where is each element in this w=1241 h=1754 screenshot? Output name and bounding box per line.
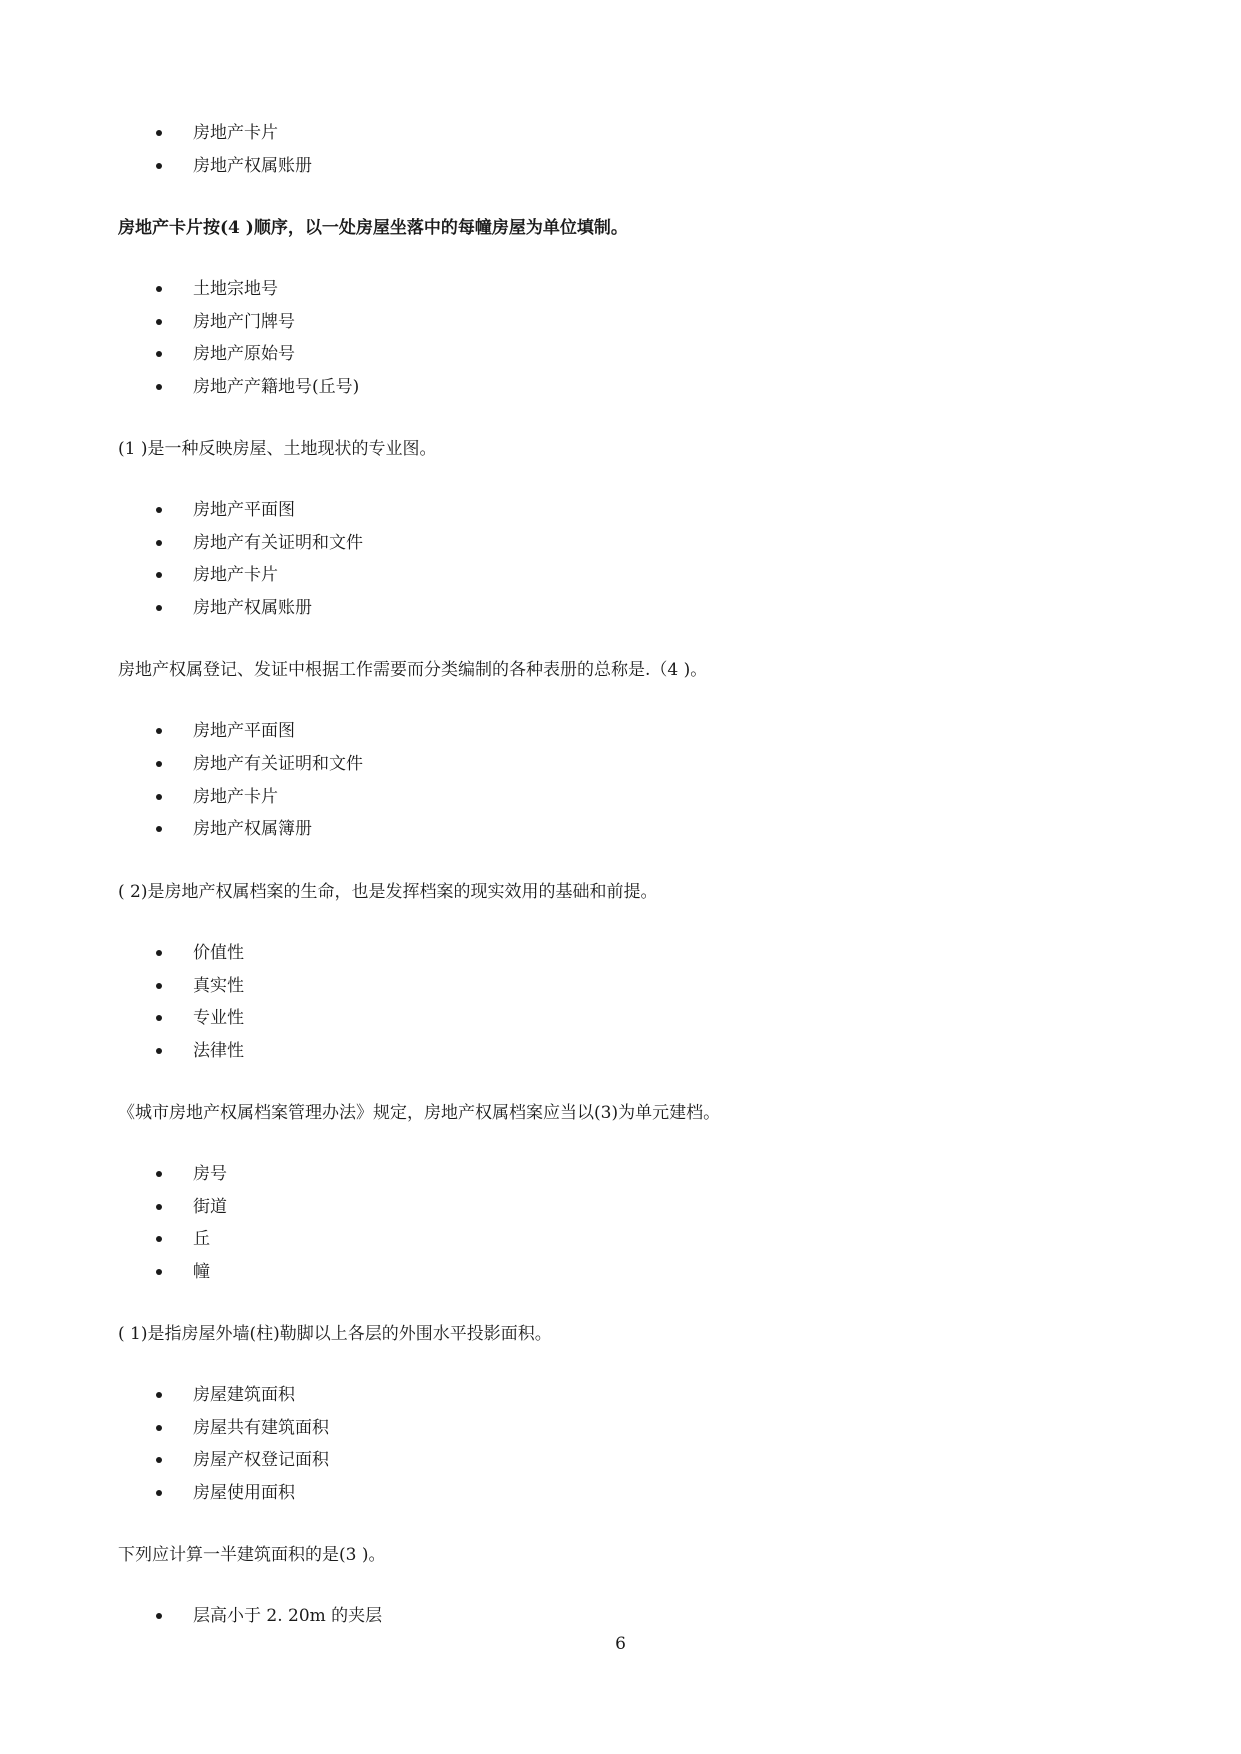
bullet-icon bbox=[156, 983, 162, 989]
option-2-3: 房地产权属账册 bbox=[193, 598, 312, 618]
option-1-0: 土地宗地号 bbox=[193, 279, 278, 299]
option-3-3: 房地产权属簿册 bbox=[193, 819, 312, 839]
bullet-icon bbox=[156, 163, 162, 169]
bullet-icon bbox=[156, 1269, 162, 1275]
option-4-1: 真实性 bbox=[193, 976, 244, 996]
bullet-icon bbox=[156, 794, 162, 800]
option-2-2: 房地产卡片 bbox=[193, 565, 278, 585]
bullet-icon bbox=[156, 351, 162, 357]
option-4-0: 价值性 bbox=[193, 943, 244, 963]
bullet-icon bbox=[156, 130, 162, 136]
bullet-icon bbox=[156, 1425, 162, 1431]
bullet-icon bbox=[156, 540, 162, 546]
bullet-icon bbox=[156, 1490, 162, 1496]
page-number: 6 bbox=[615, 1634, 626, 1654]
option-4-3: 法律性 bbox=[193, 1041, 244, 1061]
option-2-0: 房地产平面图 bbox=[193, 500, 295, 520]
option-5-1: 街道 bbox=[193, 1197, 227, 1217]
bullet-icon bbox=[156, 319, 162, 325]
bullet-icon bbox=[156, 1015, 162, 1021]
bullet-icon bbox=[156, 507, 162, 513]
option-6-0: 房屋建筑面积 bbox=[193, 1385, 295, 1405]
option-1-2: 房地产原始号 bbox=[193, 344, 295, 364]
question-2: (1 )是一种反映房屋、土地现状的专业图。 bbox=[118, 439, 437, 459]
bullet-icon bbox=[156, 1457, 162, 1463]
bullet-icon bbox=[156, 1236, 162, 1242]
option-1-1: 房地产门牌号 bbox=[193, 312, 295, 332]
bullet-icon bbox=[156, 1048, 162, 1054]
bullet-icon bbox=[156, 384, 162, 390]
option-5-2: 丘 bbox=[193, 1229, 210, 1249]
question-4: ( 2)是房地产权属档案的生命，也是发挥档案的现实效用的基础和前提。 bbox=[118, 882, 658, 902]
question-5: 《城市房地产权属档案管理办法》规定，房地产权属档案应当以(3)为单元建档。 bbox=[118, 1103, 721, 1123]
bullet-icon bbox=[156, 728, 162, 734]
option-6-2: 房屋产权登记面积 bbox=[193, 1450, 329, 1470]
question-3: 房地产权属登记、发证中根据工作需要而分类编制的各种表册的总称是.（4 )。 bbox=[118, 660, 708, 680]
question-6: ( 1)是指房屋外墙(柱)勒脚以上各层的外围水平投影面积。 bbox=[118, 1324, 552, 1344]
option-3-0: 房地产平面图 bbox=[193, 721, 295, 741]
option-2-1: 房地产有关证明和文件 bbox=[193, 533, 363, 553]
question-7: 下列应计算一半建筑面积的是(3 )。 bbox=[118, 1545, 386, 1565]
option-0-1: 房地产权属账册 bbox=[193, 156, 312, 176]
bullet-icon bbox=[156, 826, 162, 832]
bullet-icon bbox=[156, 1613, 162, 1619]
option-6-1: 房屋共有建筑面积 bbox=[193, 1418, 329, 1438]
question-1: 房地产卡片按(4 )顺序，以一处房屋坐落中的每幢房屋为单位填制。 bbox=[118, 218, 628, 238]
bullet-icon bbox=[156, 1392, 162, 1398]
option-6-3: 房屋使用面积 bbox=[193, 1483, 295, 1503]
bullet-icon bbox=[156, 950, 162, 956]
bullet-icon bbox=[156, 605, 162, 611]
bullet-icon bbox=[156, 572, 162, 578]
option-4-2: 专业性 bbox=[193, 1008, 244, 1028]
option-3-1: 房地产有关证明和文件 bbox=[193, 754, 363, 774]
bullet-icon bbox=[156, 761, 162, 767]
option-3-2: 房地产卡片 bbox=[193, 787, 278, 807]
option-5-0: 房号 bbox=[193, 1164, 227, 1184]
option-5-3: 幢 bbox=[193, 1262, 210, 1282]
bullet-icon bbox=[156, 1171, 162, 1177]
bullet-icon bbox=[156, 1204, 162, 1210]
option-1-3: 房地产产籍地号(丘号) bbox=[193, 377, 360, 397]
bullet-icon bbox=[156, 286, 162, 292]
option-0-0: 房地产卡片 bbox=[193, 123, 278, 143]
option-7-0: 层高小于 2. 20m 的夹层 bbox=[193, 1606, 383, 1626]
